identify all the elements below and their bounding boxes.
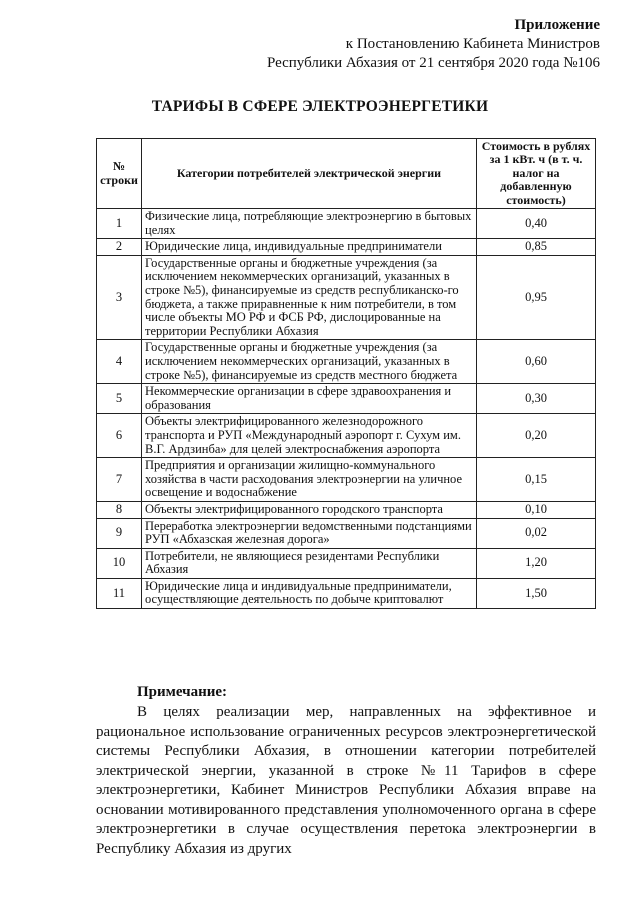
table-row xyxy=(97,458,596,502)
row-price: 0,95 xyxy=(477,255,596,340)
row-category: Юридические лица, индивидуальные предприниматели xyxy=(142,239,477,256)
row-category: Государственные органы и бюджетные учреждения (за исключением некоммерческих организаций, указанных в строке №5), финансируемые из средств республиканско-го бюджета, а также приравненные к ним потребители, в том числе объекты МО РФ и ФСБ РФ, дислоцированные на территории Республики Абхазия xyxy=(142,255,477,340)
row-num: 2 xyxy=(97,239,142,256)
row-num: 8 xyxy=(97,501,142,518)
row-num: 11 xyxy=(97,578,142,608)
row-category: Юридические лица и индивидуальные предприниматели, осуществляющие деятельность по добыче криптовалют xyxy=(142,578,477,608)
row-price: 0,15 xyxy=(477,458,596,502)
note-text: В целях реализации мер, направленных на эффективное и рациональное использование ограниченных ресурсов электроэнергетической системы Республики Абхазия, в отношении категории потребителей электрической энергии, указанной в строке №11 Тарифов в сфере электроэнергетики, Кабинет Министров Республики Абхазия вправе на основании мотивированного представления уполномоченного органа в сфере электроэнергетики в случае осуществления перетока электроэнергии в Республику Абхазия из других xyxy=(96,704,596,857)
row-category: Переработка электроэнергии ведомственными подстанциями РУП «Абхазская железная дорога» xyxy=(142,518,477,548)
row-price: 0,20 xyxy=(477,414,596,458)
row-price: 0,60 xyxy=(477,340,596,384)
row-num: 4 xyxy=(97,340,142,384)
row-num: 6 xyxy=(97,414,142,458)
row-category: Объекты электрифицированного железнодорожного транспорта и РУП «Международный аэропорт г. Сухум им. В.Г. Ардзинба» для целей электроснабжения аэропорта xyxy=(142,414,477,458)
row-category: Государственные органы и бюджетные учреждения (за исключением некоммерческих организаций, указанных в строке №5), финансируемые из средств местного бюджета xyxy=(142,340,477,384)
appendix-header xyxy=(180,16,600,73)
row-num: 3 xyxy=(97,255,142,340)
row-price: 1,20 xyxy=(477,548,596,578)
row-category: Физические лица, потребляющие электроэнергию в бытовых целях xyxy=(142,209,477,239)
table-row xyxy=(97,578,596,608)
row-num: 9 xyxy=(97,518,142,548)
row-num: 10 xyxy=(97,548,142,578)
row-category: Некоммерческие организации в сфере здравоохранения и образования xyxy=(142,384,477,414)
header-num: № строки xyxy=(97,139,142,209)
table-row xyxy=(97,340,596,384)
table-row xyxy=(97,239,596,256)
row-price: 0,40 xyxy=(477,209,596,239)
row-num: 1 xyxy=(97,209,142,239)
document-title: ТАРИФЫ В СФЕРЕ ЭЛЕКТРОЭНЕРГЕТИКИ xyxy=(151,98,489,115)
tariffs-table xyxy=(96,138,596,609)
appendix-line: к Постановлению Кабинета Министров xyxy=(345,36,600,52)
row-category: Предприятия и организации жилищно-коммунального хозяйства в части расходования электроэнергии на уличное освещение и водоснабжение xyxy=(142,458,477,502)
table-row xyxy=(97,414,596,458)
row-category: Объекты электрифицированного городского транспорта xyxy=(142,501,477,518)
table-row xyxy=(97,548,596,578)
appendix-title: Приложение xyxy=(514,17,600,33)
row-price: 0,02 xyxy=(477,518,596,548)
note-title: Примечание: xyxy=(137,684,228,700)
table-row xyxy=(97,209,596,239)
header-price: Стоимость в рублях за 1 кВт. ч (в т. ч. налог на добавленную стоимость) xyxy=(477,139,596,209)
row-num: 5 xyxy=(97,384,142,414)
appendix-line: Республики Абхазия от 21 сентября 2020 года №106 xyxy=(266,55,600,71)
header-category: Категории потребителей электрической энергии xyxy=(142,139,477,209)
table-header-row xyxy=(97,139,596,209)
row-category: Потребители, не являющиеся резидентами Республики Абхазия xyxy=(142,548,477,578)
table-row xyxy=(97,255,596,340)
table-row xyxy=(97,518,596,548)
row-price: 1,50 xyxy=(477,578,596,608)
row-num: 7 xyxy=(97,458,142,502)
row-price: 0,30 xyxy=(477,384,596,414)
row-price: 0,85 xyxy=(477,239,596,256)
table-row xyxy=(97,501,596,518)
table-row xyxy=(97,384,596,414)
row-price: 0,10 xyxy=(477,501,596,518)
